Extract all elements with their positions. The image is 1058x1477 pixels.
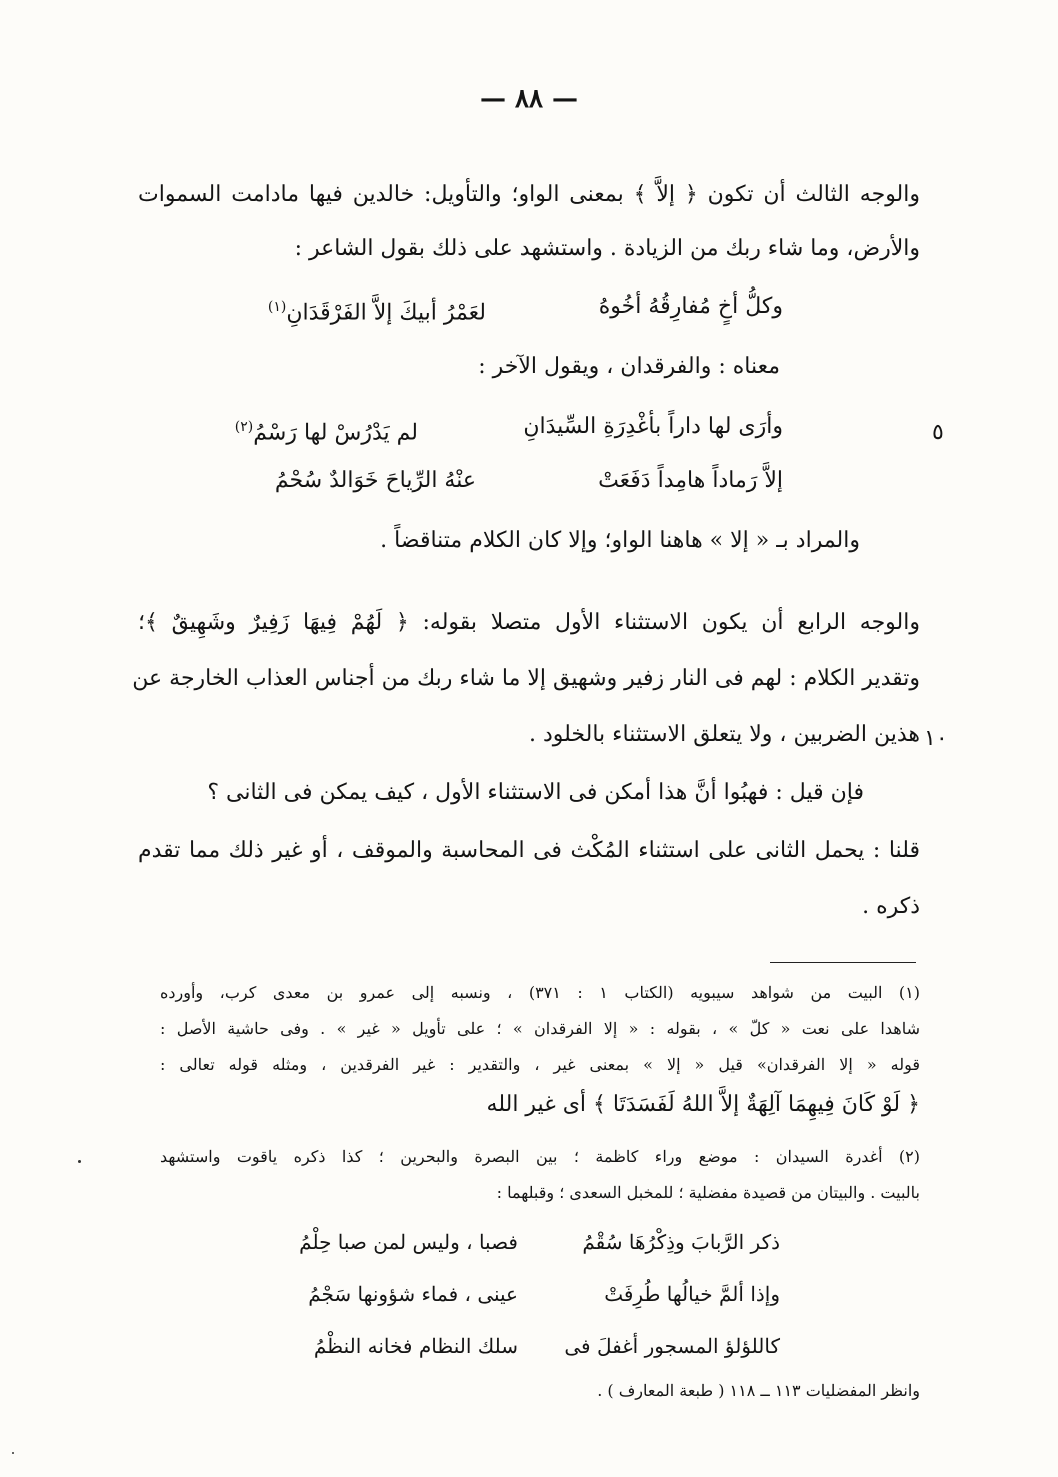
- footnote-line: وانظر المفضليات ١١٣ ــ ١١٨ ( طبعة المعارف ) .: [597, 1381, 920, 1400]
- footnote-line: (٢) أغدرة السيدان : موضع وراء كاظمة ؛ بين البصرة والبحرين ؛ كذا ذكره ياقوت واستشهد: [160, 1147, 920, 1166]
- body-line: وتقدير الكلام : لهم فى النار زفير وشهيق إلا ما شاء ربك من أجناس العذاب الخارجة عن: [132, 666, 920, 691]
- body-line: فإن قيل : فهبُوا أنَّ هذا أمكن فى الاستثناء الأول ، كيف يمكن فى الثانى ؟: [207, 780, 864, 805]
- body-line: ذكره .: [862, 894, 920, 919]
- scan-speck: [12, 1452, 14, 1454]
- body-line: قلنا : يحمل الثانى على استثناء المُكْث فى المحاسبة والموقف ، أو غير ذلك مما تقدم: [138, 838, 920, 863]
- body-line: هذين الضربين ، ولا يتعلق الاستثناء بالخلود .: [528, 722, 920, 747]
- verse-text: عنْهُ الرِّياحَ خَوَالدٌ سُحْمُ: [274, 468, 476, 493]
- footnote-line: قوله « إلا الفرقدان» قيل « إلا » بمعنى غير ، والتقدير : غير الفرقدين ، ومثله قوله تعالى :: [160, 1055, 920, 1074]
- verse-hemistich: [598, 466, 783, 496]
- verse-hemistich: [268, 292, 486, 328]
- verse-hemistich: [235, 412, 418, 448]
- body-line: والوجه الثالث أن تكون ﴿ إلاَّ ﴾ بمعنى الواو؛ والتأويل: خالدين فيها مادامت السموات: [138, 182, 920, 207]
- footnote-ref: (٢): [234, 419, 254, 435]
- footnote-line: بالبيت . والبيتان من قصيدة مفضلية ؛ للمخبل السعدى ؛ وقبلهما :: [496, 1183, 920, 1202]
- footnote-verse-hemistich: كاللؤلؤ المسجور أغفلَ فى: [564, 1334, 780, 1358]
- footnote-ref: (١): [267, 299, 287, 315]
- verse-text: لم يَدْرُسْ لها رَسْمُ: [253, 420, 418, 446]
- footnote-line: شاهدا على نعت « كلّ » ، بقوله : « إلا الفرقدان » ؛ على تأويل « غير » . وفى حاشية الأصل :: [160, 1019, 920, 1038]
- footnote-verse-hemistich: سلك النظام فخانه النظْمُ: [313, 1334, 518, 1358]
- footnote-verse-hemistich: فصبا ، وليس لمن صبا حِلْمُ: [299, 1230, 518, 1254]
- body-line: والأرض، وما شاء ربك من الزيادة . واستشهد على ذلك بقول الشاعر :: [294, 236, 920, 261]
- scan-speck: [78, 1160, 81, 1163]
- verse-text: وكلُّ أخٍ مُفارِقُهُ أخُوهُ: [598, 294, 783, 319]
- verse-hemistich: [275, 466, 476, 496]
- body-line: والمراد بـ « إلا » هاهنا الواو؛ وإلا كان الكلام متناقضاً .: [380, 528, 860, 553]
- footnote-separator: [770, 962, 916, 963]
- footnote-quran-line: ﴿ لَوْ كَانَ فِيهِمَا آلِهَةٌ إلاَّ اللهُ لَفَسَدَتَا ﴾ أى غير الله: [486, 1092, 920, 1117]
- verse-text: وأرَى لها داراً بأغْدِرَةِ السِّيدَانِ: [523, 414, 783, 439]
- verse-hemistich: [523, 412, 783, 442]
- page-number: — ٨٨ —: [479, 84, 579, 114]
- footnote-verse-hemistich: عينى ، فماء شؤونها سَجْمُ: [308, 1282, 518, 1306]
- line-number-marker: ٥: [932, 420, 944, 445]
- verse-hemistich: [599, 292, 783, 322]
- body-line: معناه : والفرقدان ، ويقول الآخر :: [478, 354, 780, 379]
- body-line: والوجه الرابع أن يكون الاستثناء الأول متصلا بقوله: ﴿ لَهُمْ فِيهَا زَفِيرٌ وشَهِيقٌ ﴾؛: [138, 610, 920, 635]
- footnote-verse-hemistich: ذكر الرَّبابَ وذِكْرُهَا سُقْمُ: [582, 1230, 780, 1254]
- footnote-verse-hemistich: وإذا ألمَّ خيالُها طُرِفَتْ: [604, 1282, 780, 1306]
- verse-text: إلاَّ رَماداً هامِداً دَفَعَتْ: [598, 468, 783, 493]
- footnote-line: (١) البيت من شواهد سيبويه (الكتاب ١ : ٣٧١) ، ونسبه إلى عمرو بن معدى كرب، وأورده: [160, 983, 921, 1002]
- verse-text: لعَمْرُ أبيكَ إلاَّ الفَرْقَدَانِ: [286, 300, 486, 326]
- line-number-marker: ١٠: [924, 726, 948, 751]
